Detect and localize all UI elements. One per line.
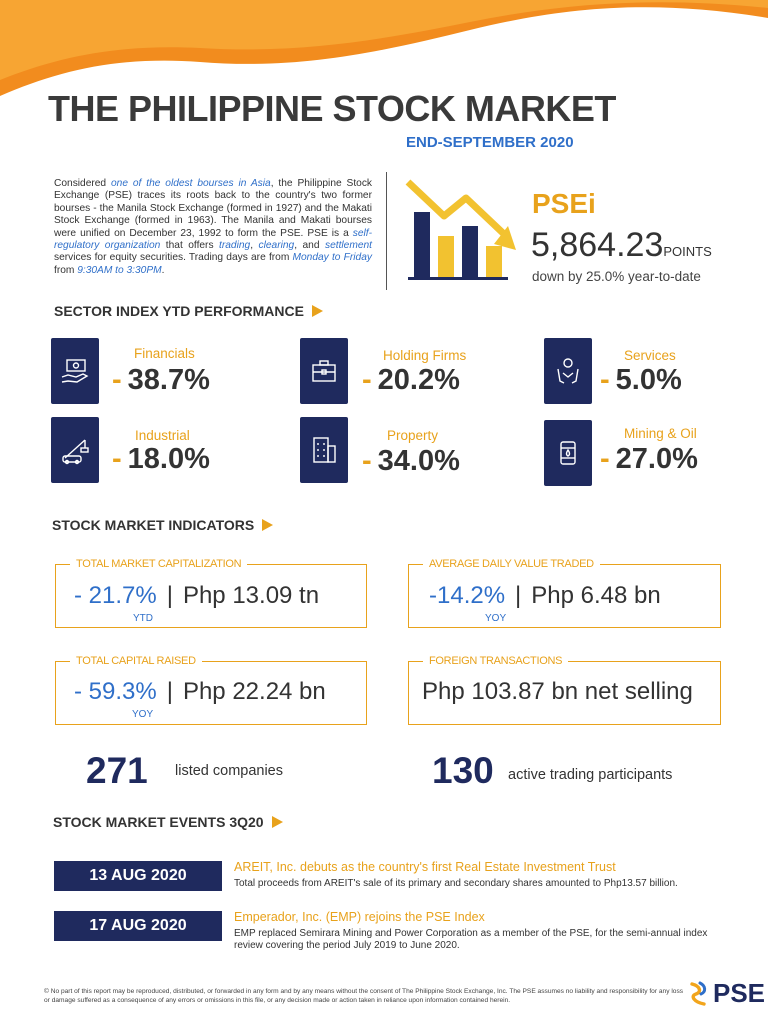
sector-name-property: Property (387, 428, 439, 443)
market-cap-pct: - 21.7% (74, 582, 157, 609)
pse-logo: PSE (688, 978, 765, 1009)
value-traded-values (429, 582, 661, 610)
sector-name-holding-firms: Holding Firms (383, 348, 467, 363)
arrow-right-icon (312, 305, 323, 317)
page-title: THE PHILIPPINE STOCK MARKET (48, 88, 616, 129)
money-hand-icon (51, 338, 99, 404)
psei-change: down by 25.0% year-to-date (532, 269, 701, 284)
sector-value-property: - 34.0% (362, 445, 460, 477)
capital-raised-pct: - 59.3% (74, 678, 157, 705)
value-traded-tag: YOY (485, 613, 507, 624)
service-hands-icon (544, 338, 592, 404)
separator: | (515, 582, 522, 609)
sector-name-financials: Financials (134, 346, 195, 361)
market-cap-tag: YTD (133, 613, 153, 624)
sector-value-mining-oil: - 27.0% (600, 443, 698, 475)
foreign-transactions-label: FOREIGN TRANSACTIONS (423, 655, 568, 667)
oil-barrel-icon (544, 420, 592, 486)
report-period: END-SEPTEMBER 2020 (406, 134, 574, 151)
declining-chart-icon (404, 176, 522, 282)
arrow-right-icon (272, 816, 283, 828)
sector-value-industrial: - 18.0% (112, 443, 210, 475)
header-wave-decoration (0, 0, 768, 100)
trading-participants-count: 130 (432, 750, 494, 791)
event-date-tag: 17 AUG 2020 (54, 911, 222, 941)
trading-participants-label: active trading participants (508, 767, 673, 783)
vertical-divider (386, 172, 387, 290)
briefcase-icon (300, 338, 348, 404)
market-cap-amount: Php 13.09 tn (182, 582, 320, 609)
pse-logo-mark-icon (688, 980, 710, 1008)
sector-value-services: - 5.0% (600, 364, 682, 396)
value-traded-amount: Php 6.48 bn (531, 582, 661, 609)
event-description: EMP replaced Semirara Mining and Power Corporation as a member of the PSE, for the semi-annual index review covering the period July 2019 to June 2020. (234, 928, 708, 951)
separator: | (166, 582, 173, 609)
arrow-right-icon (262, 519, 273, 531)
crane-icon (51, 417, 99, 483)
capital-raised-amount: Php 22.24 bn (182, 678, 326, 705)
value-traded-label: AVERAGE DAILY VALUE TRADED (423, 558, 600, 570)
value-traded-pct: -14.2% (429, 582, 506, 609)
capital-raised-values (74, 678, 326, 706)
sector-name-services: Services (624, 348, 676, 363)
listed-companies-label: listed companies (175, 763, 283, 779)
sector-name-mining-oil: Mining & Oil (624, 426, 697, 441)
capital-raised-tag: YOY (132, 709, 154, 720)
sector-value-financials: - 38.7% (112, 364, 210, 396)
market-cap-values (74, 582, 319, 610)
listed-companies-count: 271 (86, 750, 148, 791)
event-description: Total proceeds from AREIT's sale of its primary and secondary shares amounted to Php13.57 billion. (234, 878, 678, 889)
psei-unit: POINTS (663, 244, 712, 259)
copyright-disclaimer: © No part of this report may be reproduced, distributed, or forwarded in any form and by any means without the consent of The Philippine Stock Exchange, Inc. The PSE assumes no liability and responsibility for any loss or damage suffered as a consequence of any errors or omissions in this file, or any decision made or action taken in reliance upon information contained herein. (44, 988, 684, 1004)
foreign-transactions-amount: Php 103.87 bn net selling (422, 678, 693, 705)
events-section-heading: STOCK MARKET EVENTS 3Q20 (53, 814, 283, 830)
sector-name-industrial: Industrial (135, 428, 190, 443)
market-cap-label: TOTAL MARKET CAPITALIZATION (70, 558, 247, 570)
intro-paragraph: Considered one of the oldest bourses in Asia, the Philippine Stock Exchange (PSE) traces its roots back to the country's two former bourses - the Manila Stock Exchange (formed in 1927) and the Makati Stock Exchange (formed in 1963). The Manila and Makati bourses were unified on December 23, 1992 to form the PSE. PSE is a self-regulatory organization that offers trading, clearing, and settlement services for equity securities. Trading days are from Monday to Friday from 9:30AM to 3:30PM. (54, 178, 373, 276)
psei-label: PSEi (532, 188, 596, 219)
event-date-tag: 13 AUG 2020 (54, 861, 222, 891)
capital-raised-label: TOTAL CAPITAL RAISED (70, 655, 202, 667)
event-title: Emperador, Inc. (EMP) rejoins the PSE Index (234, 910, 485, 924)
building-icon (300, 417, 348, 483)
separator: | (166, 678, 173, 705)
psei-value: 5,864.23POINTS (531, 226, 712, 264)
sector-value-holding-firms: - 20.2% (362, 364, 460, 396)
indicators-section-heading: STOCK MARKET INDICATORS (52, 517, 273, 533)
event-title: AREIT, Inc. debuts as the country's first Real Estate Investment Trust (234, 860, 616, 874)
sector-section-heading: SECTOR INDEX YTD PERFORMANCE (54, 303, 323, 319)
